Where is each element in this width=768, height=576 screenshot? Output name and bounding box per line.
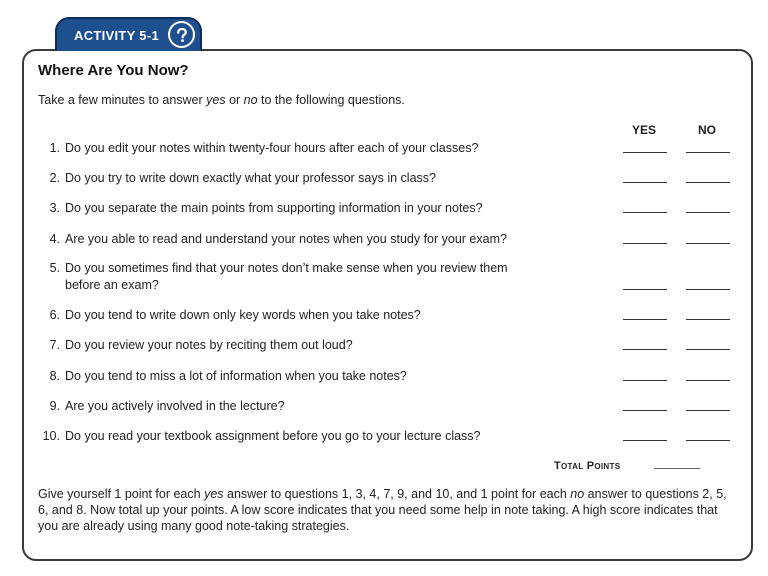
- activity-tab: [55, 17, 202, 51]
- no-answer-blank[interactable]: [686, 440, 730, 441]
- question-text: Do you review your notes by reciting them out loud?: [65, 338, 353, 352]
- no-answer-blank[interactable]: [686, 410, 730, 411]
- question-text: Do you tend to write down only key words when you take notes?: [65, 308, 421, 322]
- question-number: 2.: [49, 171, 60, 185]
- no-answer-blank[interactable]: [686, 289, 730, 290]
- question-text-continued: before an exam?: [65, 278, 159, 292]
- no-answer-blank[interactable]: [686, 349, 730, 350]
- question-number: 3.: [49, 201, 60, 215]
- question-number: 10.: [42, 429, 60, 443]
- no-answer-blank[interactable]: [686, 319, 730, 320]
- yes-answer-blank[interactable]: [623, 212, 667, 213]
- yes-answer-blank[interactable]: [623, 182, 667, 183]
- no-answer-blank[interactable]: [686, 182, 730, 183]
- question-number: 6.: [49, 308, 60, 322]
- question-icon: [168, 21, 195, 48]
- question-text: Do you try to write down exactly what your professor says in class?: [65, 171, 436, 185]
- question-text: Do you separate the main points from supporting information in your notes?: [65, 201, 483, 215]
- question-text: Are you able to read and understand your notes when you study for your exam?: [65, 232, 507, 246]
- yes-answer-blank[interactable]: [623, 152, 667, 153]
- question-number: 8.: [49, 369, 60, 383]
- page-title: Where Are You Now?: [38, 62, 189, 79]
- no-answer-blank[interactable]: [686, 152, 730, 153]
- question-number: 7.: [49, 338, 60, 352]
- yes-answer-blank[interactable]: [623, 380, 667, 381]
- yes-answer-blank[interactable]: [623, 440, 667, 441]
- yes-answer-blank[interactable]: [623, 289, 667, 290]
- no-answer-blank[interactable]: [686, 212, 730, 213]
- yes-answer-blank[interactable]: [623, 319, 667, 320]
- question-number: 4.: [49, 232, 60, 246]
- scoring-instructions: Give yourself 1 point for each yes answer to questions 1, 3, 4, 7, 9, and 10, and 1 point for each no answer to questions 2, 5, 6, and 8. Now total up your points. A low score indicates that you need some help in note taking. A high score indicates that you are already using many good note-taking strategies.: [38, 487, 727, 533]
- question-number: 9.: [49, 399, 60, 413]
- question-number: 5.: [49, 261, 60, 275]
- intro-text: Take a few minutes to answer yes or no to the following questions.: [38, 93, 405, 107]
- activity-label: ACTIVITY 5-1: [74, 27, 159, 43]
- yes-answer-blank[interactable]: [623, 349, 667, 350]
- no-answer-blank[interactable]: [686, 380, 730, 381]
- no-answer-blank[interactable]: [686, 243, 730, 244]
- yes-column-header: YES: [632, 123, 657, 137]
- question-text: Do you read your textbook assignment before you go to your lecture class?: [65, 429, 481, 443]
- total-points-blank[interactable]: [654, 468, 700, 469]
- question-text: Do you tend to miss a lot of information when you take notes?: [65, 369, 407, 383]
- yes-answer-blank[interactable]: [623, 410, 667, 411]
- question-number: 1.: [49, 141, 60, 155]
- question-text: Do you sometimes find that your notes don’t make sense when you review them: [65, 261, 508, 275]
- question-text: Do you edit your notes within twenty-four hours after each of your classes?: [65, 141, 479, 155]
- yes-answer-blank[interactable]: [623, 243, 667, 244]
- question-text: Are you actively involved in the lecture?: [65, 399, 285, 413]
- no-column-header: NO: [698, 123, 716, 137]
- total-points-label: Total Points: [554, 460, 621, 472]
